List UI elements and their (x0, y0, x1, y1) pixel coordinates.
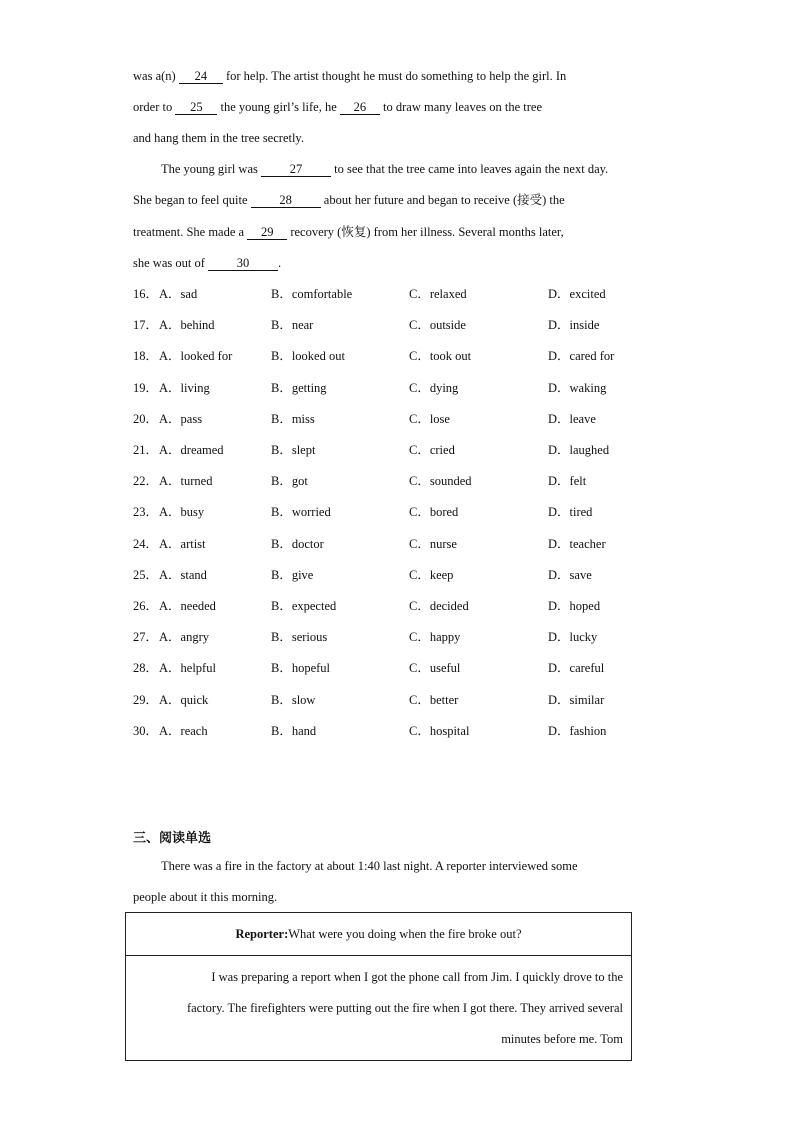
answer-cell (126, 956, 632, 1061)
option-d: D．hoped (548, 599, 601, 613)
question-row (133, 598, 693, 614)
question-number: 22． (133, 474, 159, 488)
option-c: C．relaxed (409, 287, 467, 301)
question-row (133, 286, 693, 302)
question-row (133, 317, 693, 333)
reporter-question-cell (126, 913, 632, 956)
option-a: A．living (159, 381, 210, 395)
option-d: D．tired (548, 505, 593, 519)
option-b: B．hand (271, 724, 317, 738)
blank-29: 29 (247, 225, 287, 240)
option-a: A．behind (159, 318, 215, 332)
question-row (133, 473, 693, 489)
option-a: A．pass (159, 412, 203, 426)
passage-line-5: She began to feel quite 28 about her future and began to receive (接受) the (133, 193, 565, 207)
blank-26: 26 (340, 100, 380, 115)
blank-24: 24 (179, 69, 223, 84)
option-d: D．inside (548, 318, 600, 332)
intro-line-2: people about it this morning. (133, 890, 278, 904)
reporter-question: What were you doing when the fire broke out? (288, 926, 522, 941)
option-b: B．serious (271, 630, 328, 644)
option-d: D．laughed (548, 443, 610, 457)
option-a: A．stand (159, 568, 207, 582)
option-c: C．bored (409, 505, 459, 519)
option-b: B．hopeful (271, 661, 331, 675)
option-c: C．useful (409, 661, 461, 675)
option-c: C．better (409, 693, 459, 707)
question-number: 21． (133, 443, 159, 457)
question-row (133, 723, 693, 739)
option-d: D．save (548, 568, 592, 582)
option-c: C．dying (409, 381, 459, 395)
option-c: C．took out (409, 349, 472, 363)
passage-line-1: was a(n) 24 for help. The artist thought he must do something to help the girl. In (133, 69, 567, 83)
option-c: C．sounded (409, 474, 472, 488)
blank-25: 25 (175, 100, 217, 115)
option-d: D．cared for (548, 349, 615, 363)
question-number: 30． (133, 724, 159, 738)
question-number: 17． (133, 318, 159, 332)
option-b: B．give (271, 568, 314, 582)
option-b: B．got (271, 474, 308, 488)
passage-line-2: order to 25 the young girl’s life, he 26 to draw many leaves on the tree (133, 100, 542, 114)
blank-30: 30 (208, 256, 278, 271)
question-row (133, 536, 693, 552)
passage-line-6: treatment. She made a 29 recovery (恢复) from her illness. Several months later, (133, 225, 564, 239)
option-a: A．needed (159, 599, 216, 613)
option-a: A．reach (159, 724, 208, 738)
option-a: A．dreamed (159, 443, 224, 457)
option-d: D．teacher (548, 537, 606, 551)
option-d: D．similar (548, 693, 605, 707)
option-d: D．excited (548, 287, 606, 301)
question-row (133, 442, 693, 458)
reporter-label: Reporter: (235, 926, 289, 941)
question-number: 27． (133, 630, 159, 644)
question-number: 28． (133, 661, 159, 675)
option-d: D．careful (548, 661, 605, 675)
option-b: B．looked out (271, 349, 345, 363)
option-c: C．nurse (409, 537, 457, 551)
option-a: A．turned (159, 474, 213, 488)
option-c: C．keep (409, 568, 454, 582)
question-number: 24． (133, 537, 159, 551)
option-c: C．lose (409, 412, 450, 426)
option-d: D．fashion (548, 724, 607, 738)
option-b: B．slept (271, 443, 316, 457)
option-a: A．artist (159, 537, 206, 551)
blank-28: 28 (251, 193, 321, 208)
option-b: B．doctor (271, 537, 324, 551)
passage-line-7: she was out of 30 . (133, 256, 282, 270)
question-row (133, 504, 693, 520)
question-number: 23． (133, 505, 159, 519)
question-number: 26． (133, 599, 159, 613)
section-heading: 三、阅读单选 (133, 831, 212, 846)
option-b: B．expected (271, 599, 337, 613)
option-b: B．near (271, 318, 314, 332)
option-a: A．looked for (159, 349, 233, 363)
question-row (133, 567, 693, 583)
question-row (133, 411, 693, 427)
question-number: 20． (133, 412, 159, 426)
option-c: C．outside (409, 318, 466, 332)
passage-line-4: The young girl was 27 to see that the tree came into leaves again the next day. (161, 162, 609, 176)
interview-table (125, 912, 632, 1061)
option-a: A．busy (159, 505, 205, 519)
option-a: A．quick (159, 693, 209, 707)
question-number: 16． (133, 287, 159, 301)
question-row (133, 348, 693, 364)
option-a: A．helpful (159, 661, 216, 675)
answer-line-1: I was preparing a report when I got the phone call from Jim. I quickly drove to the (211, 969, 623, 984)
option-b: B．comfortable (271, 287, 353, 301)
option-b: B．getting (271, 381, 327, 395)
answer-line-3: minutes before me. Tom (501, 1031, 623, 1046)
option-d: D．felt (548, 474, 587, 488)
question-row (133, 660, 693, 676)
question-number: 25． (133, 568, 159, 582)
option-a: A．angry (159, 630, 209, 644)
option-d: D．waking (548, 381, 607, 395)
option-d: D．leave (548, 412, 596, 426)
option-c: C．happy (409, 630, 461, 644)
option-b: B．miss (271, 412, 315, 426)
answer-line-2: factory. The firefighters were putting out the fire when I got there. They arrived several (186, 1000, 623, 1015)
intro-line-1: There was a fire in the factory at about 1:40 last night. A reporter interviewed some (161, 859, 578, 873)
passage-line-3: and hang them in the tree secretly. (133, 131, 304, 145)
option-c: C．hospital (409, 724, 470, 738)
option-c: C．cried (409, 443, 455, 457)
option-b: B．slow (271, 693, 316, 707)
option-a: A．sad (159, 287, 198, 301)
question-number: 19． (133, 381, 159, 395)
question-number: 29． (133, 693, 159, 707)
blank-27: 27 (261, 162, 331, 177)
option-c: C．decided (409, 599, 469, 613)
question-number: 18． (133, 349, 159, 363)
option-d: D．lucky (548, 630, 598, 644)
option-b: B．worried (271, 505, 331, 519)
question-row (133, 692, 693, 708)
question-row (133, 380, 693, 396)
question-row (133, 629, 693, 645)
